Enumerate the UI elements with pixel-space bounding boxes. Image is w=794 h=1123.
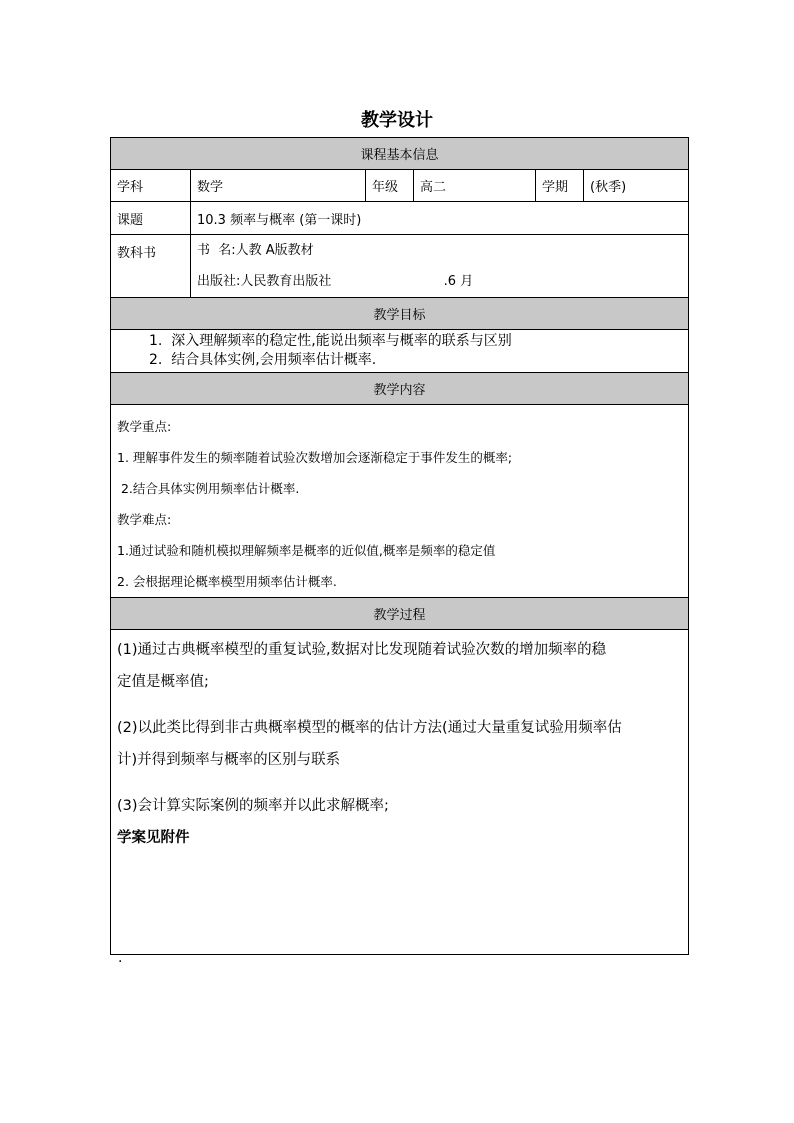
process-step-1: (1)通过古典概率模型的重复试验,数据对比发现随着试验次数的增加频率的稳 xyxy=(117,642,607,658)
subject-label: 学科 xyxy=(111,170,191,202)
key-point-item: 1. 理解事件发生的频率随着试验次数增加会逐渐稳定于事件发生的概率; xyxy=(117,450,513,465)
footer-dot: . xyxy=(118,950,123,966)
basic-info-header: 课程基本信息 xyxy=(111,138,689,170)
lesson-plan-table xyxy=(110,137,689,955)
attachment-note: 学案见附件 xyxy=(117,830,190,846)
key-point-item: 2.结合具体实例用频率估计概率. xyxy=(117,481,300,496)
content-body xyxy=(111,405,689,598)
goals-header: 教学目标 xyxy=(111,298,689,330)
process-step-2: (2)以此类比得到非古典概率模型的概率的估计方法(通过大量重复试验用频率估 xyxy=(117,720,622,736)
textbook-name: 书 名:人教 A版教材 xyxy=(197,243,314,258)
goal-item: 1. 深入理解频率的稳定性,能说出频率与概率的联系与区别 xyxy=(149,333,512,349)
publication-month: .6 月 xyxy=(443,274,474,289)
difficulty-item: 1.通过试验和随机模拟理解频率是概率的近似值,概率是频率的稳定值 xyxy=(117,543,496,558)
grade-label: 年级 xyxy=(366,170,414,202)
difficulty-item: 2. 会根据理论概率模型用频率估计概率. xyxy=(117,574,337,589)
textbook-label: 教科书 xyxy=(111,235,191,298)
grade-value: 高二 xyxy=(414,170,536,202)
term-value: (秋季) xyxy=(584,170,689,202)
content-header: 教学内容 xyxy=(111,373,689,405)
page-title: 教学设计 xyxy=(361,110,433,131)
term-label: 学期 xyxy=(536,170,584,202)
process-header: 教学过程 xyxy=(111,598,689,630)
goal-item: 2. 结合具体实例,会用频率估计概率. xyxy=(149,352,377,368)
topic-value: 10.3 频率与概率 (第一课时) xyxy=(191,202,689,235)
key-points-label: 教学重点: xyxy=(117,419,172,434)
publisher: 出版社:人民教育出版社 xyxy=(197,274,332,289)
subject-value: 数学 xyxy=(191,170,366,202)
difficulties-label: 教学难点: xyxy=(117,512,172,527)
process-step-3: (3)会计算实际案例的频率并以此求解概率; xyxy=(117,798,389,814)
process-step-1-cont: 定值是概率值; xyxy=(117,674,209,690)
topic-label: 课题 xyxy=(111,202,191,235)
process-step-2-cont: 计)并得到频率与概率的区别与联系 xyxy=(117,752,341,768)
process-body xyxy=(111,630,689,955)
goals-list xyxy=(111,330,689,373)
textbook-info xyxy=(191,235,689,298)
publisher-line xyxy=(191,266,688,297)
